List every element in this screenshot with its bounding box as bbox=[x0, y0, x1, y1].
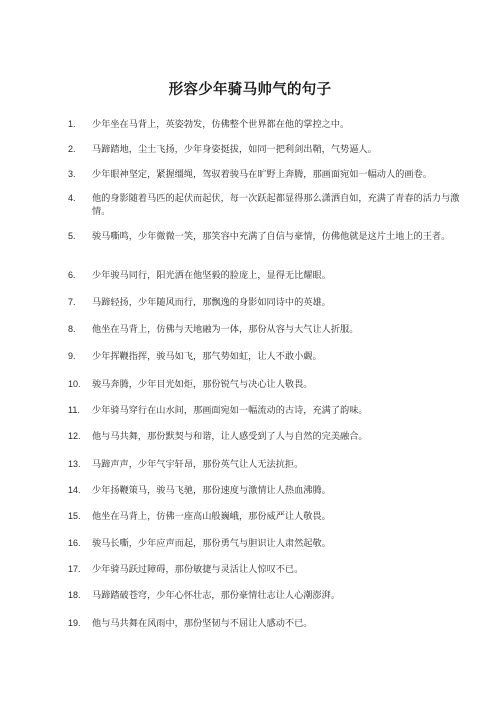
list-item bbox=[68, 563, 472, 576]
list-item-text: 他与马共舞，那份默契与和谐，让人感受到了人与自然的完美融合。 bbox=[92, 431, 368, 442]
list-item bbox=[68, 510, 472, 523]
list-item-number: 16. bbox=[68, 538, 81, 548]
list-item-number: 12. bbox=[68, 431, 81, 441]
list-item-number: 17. bbox=[68, 564, 81, 574]
list-item-text: 少年骑马穿行在山水间，那画面宛如一幅流动的古诗，充满了韵味。 bbox=[92, 405, 368, 416]
document-title: 形容少年骑马帅气的句子 bbox=[168, 81, 332, 98]
list-item bbox=[68, 143, 472, 156]
list-item-text: 少年眼神坚定，紧握缰绳，驾驭着骏马在旷野上奔腾，那画面宛如一幅动人的画卷。 bbox=[92, 169, 432, 180]
list-item-text: 骏马长嘶，少年应声而起，那份勇气与胆识让人肃然起敬。 bbox=[92, 538, 331, 549]
list-item bbox=[68, 296, 472, 309]
list-item-text: 他与马共舞在风雨中，那份坚韧与不屈让人感动不已。 bbox=[92, 618, 313, 629]
list-item-number: 8. bbox=[68, 324, 76, 334]
list-item-number: 14. bbox=[68, 485, 81, 495]
list-item-number: 18. bbox=[68, 590, 81, 600]
list-item-number: 4. bbox=[68, 193, 76, 203]
list-item-number: 1. bbox=[68, 119, 76, 129]
list-item-text: 少年挥鞭指挥，骏马如飞，那气势如虹，让人不敢小觑。 bbox=[92, 351, 322, 362]
list-item bbox=[68, 458, 472, 471]
list-item-number: 6. bbox=[68, 270, 76, 280]
list-item bbox=[68, 269, 472, 282]
list-item bbox=[68, 230, 472, 243]
list-item-number: 10. bbox=[68, 379, 81, 389]
list-item-text: 骏马嘶鸣，少年微微一笑，那笑容中充满了自信与豪情，仿佛他就是这片土地上的王者。 bbox=[92, 231, 451, 242]
list-item bbox=[68, 404, 472, 417]
list-item bbox=[68, 589, 472, 602]
list-item bbox=[68, 617, 472, 630]
list-item-text: 马蹄声声，少年气宇轩昂，那份英气让人无法抗拒。 bbox=[92, 459, 304, 470]
list-item-text: 他坐在马背上，仿佛与天地融为一体，那份从容与大气让人折服。 bbox=[92, 324, 359, 335]
list-item-text: 马蹄踏地，尘土飞扬，少年身姿挺拔，如同一把利剑出鞘，气势逼人。 bbox=[92, 144, 377, 155]
list-item-text: 他坐在马背上，仿佛一座高山般巍峨，那份威严让人敬畏。 bbox=[92, 511, 331, 522]
list-item-number: 13. bbox=[68, 459, 81, 469]
list-item-number: 15. bbox=[68, 511, 81, 521]
list-item-number: 5. bbox=[68, 231, 76, 241]
list-item-number: 9. bbox=[68, 351, 76, 361]
list-item bbox=[68, 192, 472, 218]
list-item-text: 少年骑马跃过障碍，那份敏捷与灵活让人惊叹不已。 bbox=[92, 564, 304, 575]
list-item-text: 马蹄踏破苍穹，少年心怀壮志，那份豪情壮志让人心潮澎湃。 bbox=[92, 590, 341, 601]
list-item bbox=[68, 378, 472, 391]
list-item-number: 2. bbox=[68, 144, 76, 154]
list-item-text: 少年骏马同行，阳光洒在他坚毅的脸庞上，显得无比耀眼。 bbox=[92, 270, 331, 281]
list-item bbox=[68, 323, 472, 336]
list-item-text: 他的身影随着马匹的起伏而起伏，每一次跃起都显得那么潇洒自如，充满了青春的活力与激情。 bbox=[92, 193, 460, 217]
list-item-number: 11. bbox=[68, 405, 80, 415]
list-item bbox=[68, 537, 472, 550]
list-item-text: 马蹄轻扬，少年随风而行，那飘逸的身影如同诗中的英雄。 bbox=[92, 297, 331, 308]
list-item-text: 少年扬鞭策马，骏马飞驰，那份速度与激情让人热血沸腾。 bbox=[92, 485, 331, 496]
list-item-text: 少年坐在马背上，英姿勃发，仿佛整个世界都在他的掌控之中。 bbox=[92, 119, 350, 130]
list-item bbox=[68, 118, 472, 131]
list-item bbox=[68, 350, 472, 363]
list-item bbox=[68, 430, 472, 443]
list-item-number: 3. bbox=[68, 169, 76, 179]
list-item bbox=[68, 168, 472, 181]
list-item-text: 骏马奔腾，少年目光如炬，那份锐气与决心让人敬畏。 bbox=[92, 379, 313, 390]
list-item-number: 19. bbox=[68, 618, 81, 628]
list-item-number: 7. bbox=[68, 297, 76, 307]
list-item bbox=[68, 484, 472, 497]
